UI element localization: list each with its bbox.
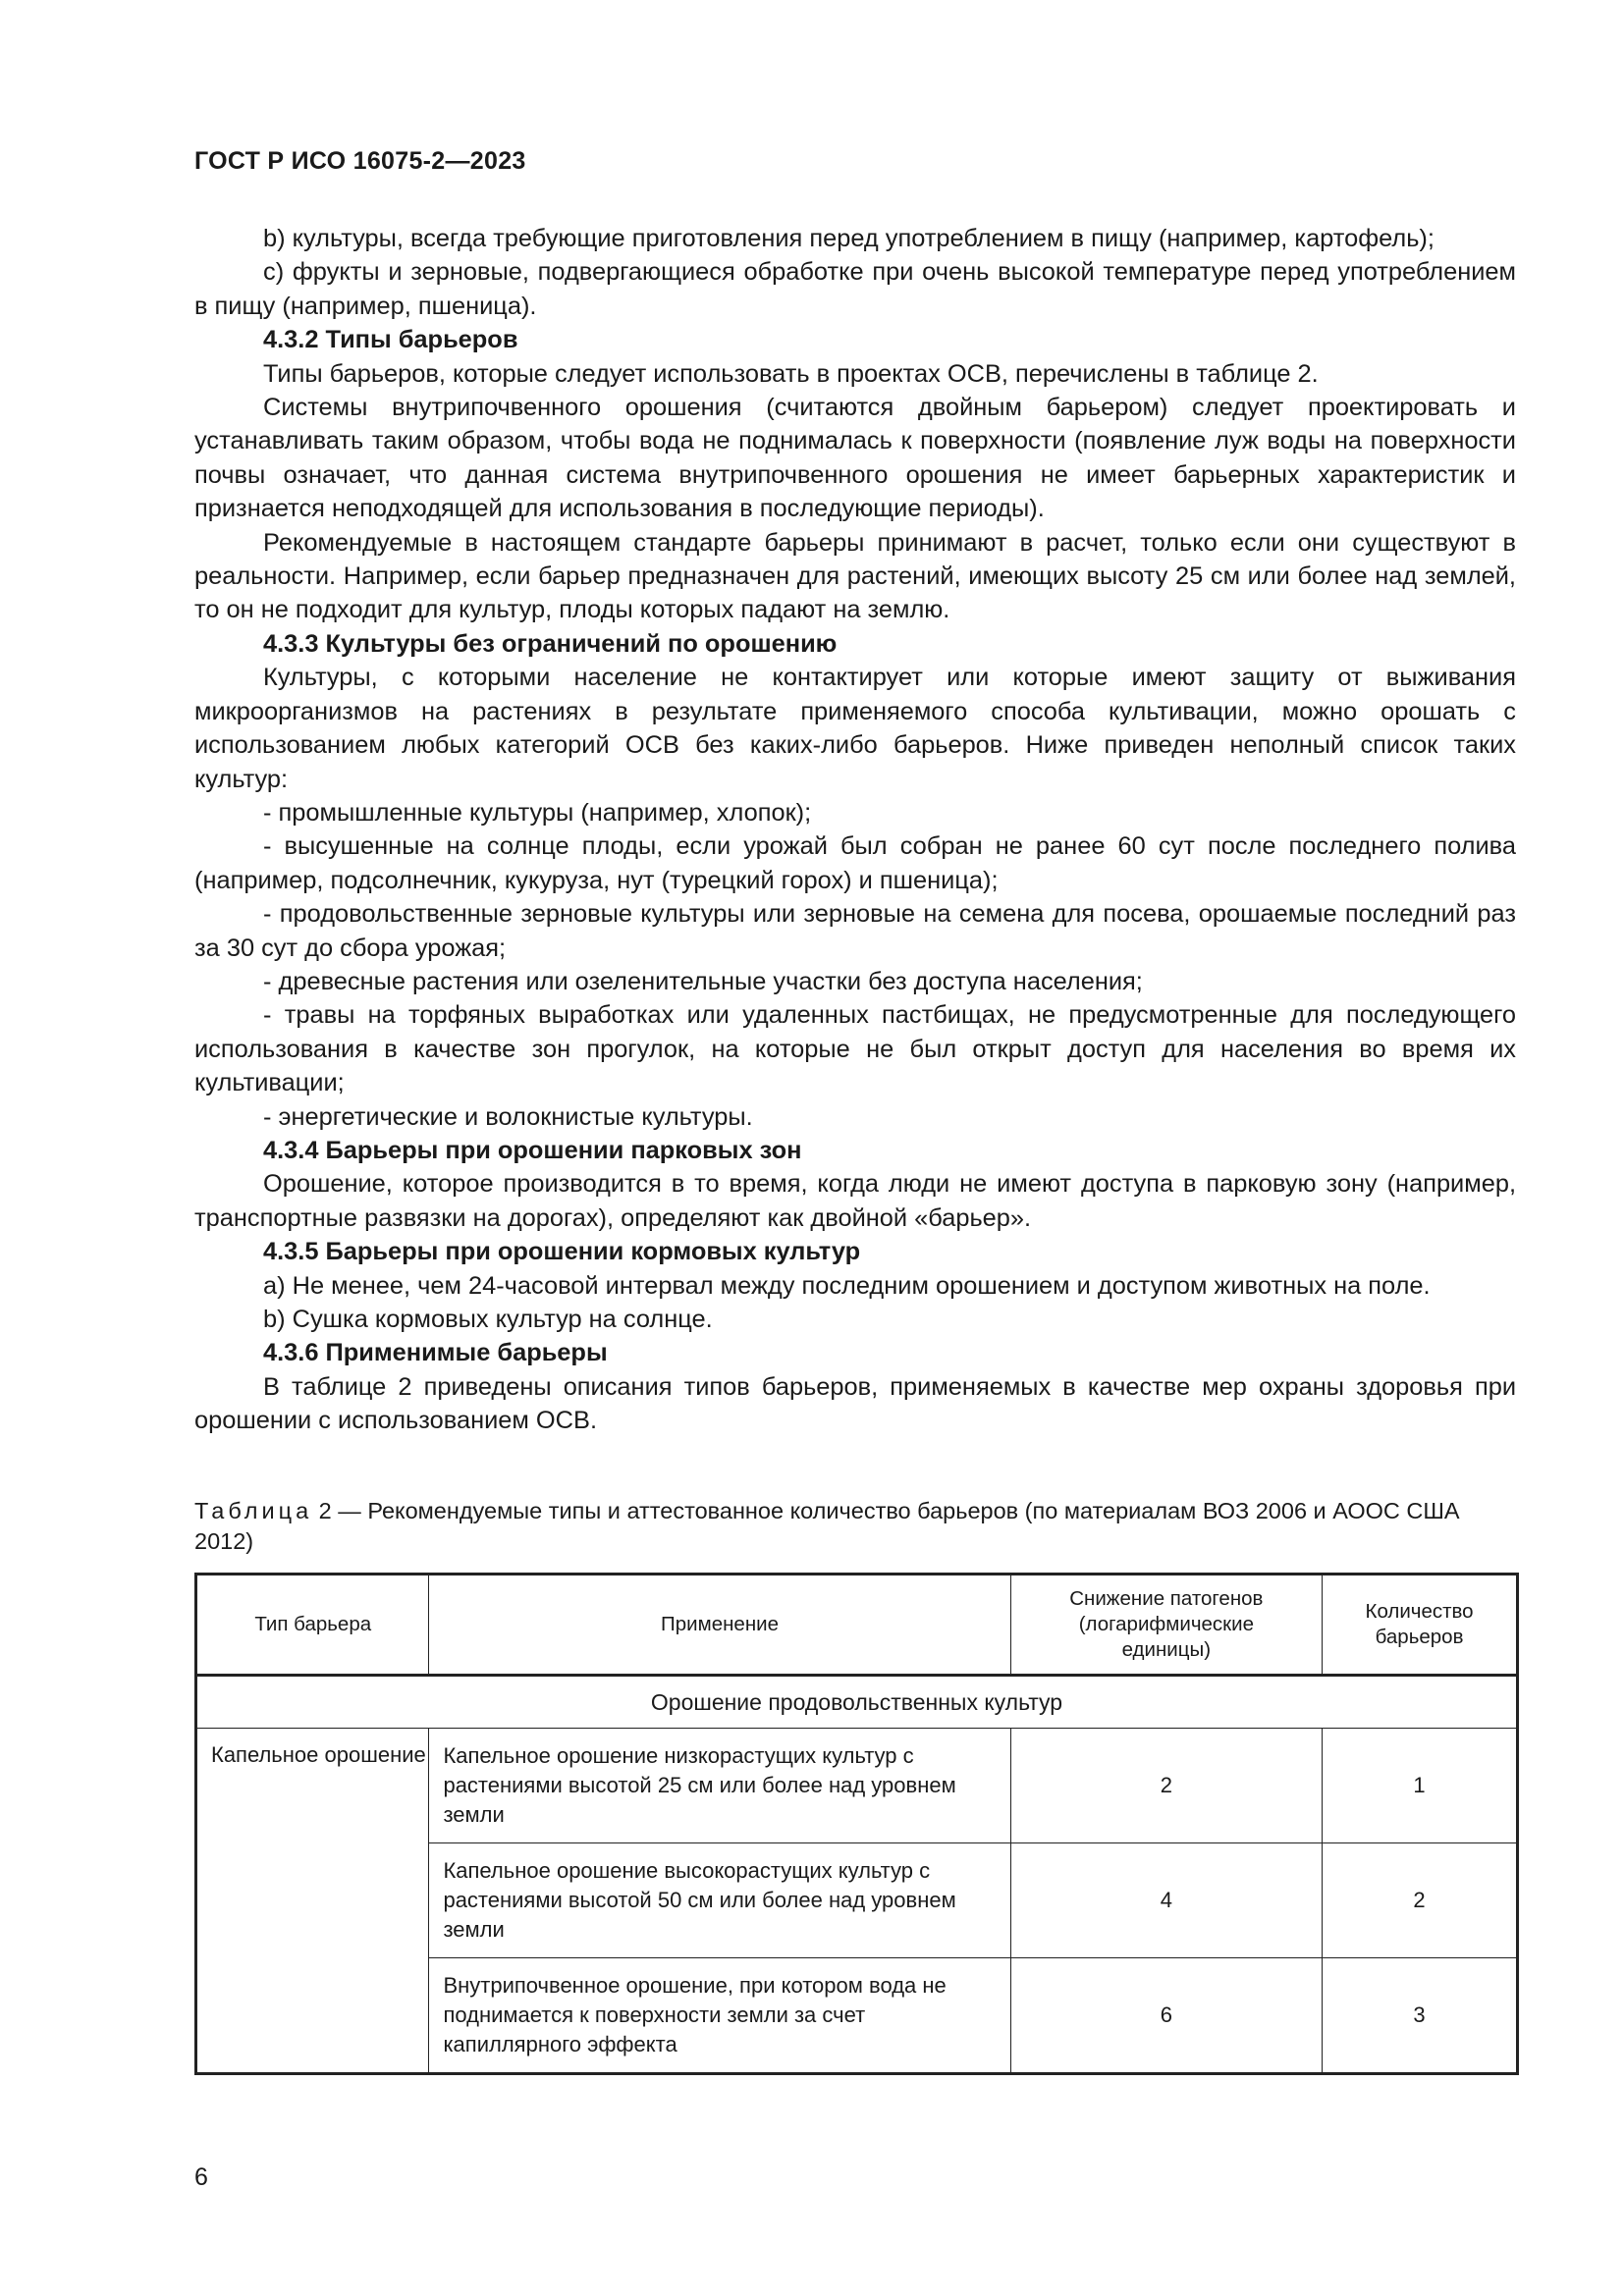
body-text	[194, 222, 1516, 1438]
list-item: - высушенные на солнце плоды, если урожай был собран не ранее 60 сут после последнего полива (например, подсолнечник, кукуруза, нут (турецкий горох) и пшеница);	[194, 832, 1516, 894]
list-item: - древесные растения или озеленительные участки без доступа населения;	[263, 967, 1143, 995]
application-cell: Внутрипочвенное орошение, при котором вода не поднимается к поверхности земли за счет капиллярного эффекта	[429, 1958, 1010, 2074]
section-heading: 4.3.4 Барьеры при орошении парковых зон	[263, 1136, 802, 1164]
page-number: 6	[194, 2163, 208, 2191]
column-header: Снижение патогенов (логарифмические единицы)	[1010, 1575, 1323, 1676]
table-row	[196, 1729, 1518, 1843]
paragraph: Культуры, с которыми население не контактирует или которые имеют защиту от выживания микроорганизмов на растениях в результате применяемого способа культивации, можно орошать с использованием любых категорий ОСВ без каких-либо барьеров. Ниже приведен неполный список таких культур:	[194, 664, 1516, 793]
count-cell: 3	[1323, 1958, 1518, 2074]
paragraph: Типы барьеров, которые следует использовать в проектах ОСВ, перечислены в таблице 2.	[263, 359, 1319, 388]
table-caption-text: 2 — Рекомендуемые типы и аттестованное количество барьеров (по материалам ВОЗ 2006 и АООС США 2012)	[194, 1498, 1460, 1554]
paragraph: Рекомендуемые в настоящем стандарте барьеры принимают в расчет, только если они существуют в реальности. Например, если барьер предназначен для растений, имеющих высоту 25 см или более над землей, то он не подходит для культур, плоды которых падают на землю.	[194, 528, 1516, 624]
table-caption	[194, 1496, 1520, 1557]
table-caption-label: Таблица	[194, 1498, 313, 1523]
table-header-row	[196, 1575, 1518, 1676]
paragraph: a) Не менее, чем 24-часовой интервал между последним орошением и доступом животных на поле.	[263, 1271, 1431, 1300]
table-section-label: Орошение продовольственных культур	[196, 1676, 1518, 1729]
reduction-cell: 2	[1010, 1729, 1323, 1843]
list-item: - энергетические и волокнистые культуры.	[263, 1102, 753, 1131]
paragraph: В таблице 2 приведены описания типов барьеров, применяемых в качестве мер охраны здоровья при орошении с использованием ОСВ.	[194, 1372, 1516, 1435]
list-item: - продовольственные зерновые культуры или зерновые на семена для посева, орошаемые последний раз за 30 сут до сбора урожая;	[194, 900, 1516, 962]
count-cell: 2	[1323, 1843, 1518, 1958]
paragraph: b) Сушка кормовых культур на солнце.	[263, 1306, 713, 1333]
column-header: Применение	[429, 1575, 1010, 1676]
column-header: Тип барьера	[196, 1575, 429, 1676]
paragraph: b) культуры, всегда требующие приготовления перед употреблением в пищу (например, картофель);	[263, 225, 1435, 252]
section-heading: 4.3.3 Культуры без ограничений по орошению	[263, 629, 838, 658]
application-cell: Капельное орошение низкорастущих культур с растениями высотой 25 см или более над уровнем земли	[429, 1729, 1010, 1843]
section-heading: 4.3.5 Барьеры при орошении кормовых культур	[263, 1238, 861, 1266]
table-section-row	[196, 1676, 1518, 1729]
column-header: Количество барьеров	[1323, 1575, 1518, 1676]
section-heading: 4.3.2 Типы барьеров	[263, 326, 518, 354]
list-item: - промышленные культуры (например, хлопок);	[263, 798, 812, 827]
barrier-table	[194, 1573, 1519, 2075]
application-cell: Капельное орошение высокорастущих культур с растениями высотой 50 см или более над уровнем земли	[429, 1843, 1010, 1958]
barrier-type-cell: Капельное орошение	[196, 1729, 429, 2074]
section-heading: 4.3.6 Применимые барьеры	[263, 1339, 608, 1367]
paragraph: Системы внутрипочвенного орошения (считаются двойным барьером) следует проектировать и устанавливать таким образом, чтобы вода не поднималась к поверхности (появление луж воды на поверхности почвы означает, что данная система внутрипочвенного орошения не имеет барьерных характеристик и признается неподходящей для использования в последующие периоды).	[194, 394, 1516, 523]
paragraph: Орошение, которое производится в то время, когда люди не имеют доступа в парковую зону (например, транспортные развязки на дорогах), определяют как двойной «барьер».	[194, 1170, 1516, 1232]
document-header: ГОСТ Р ИСО 16075-2—2023	[194, 147, 526, 175]
reduction-cell: 6	[1010, 1958, 1323, 2074]
paragraph: c) фрукты и зерновые, подвергающиеся обработке при очень высокой температуре перед употреблением в пищу (например, пшеница).	[194, 258, 1516, 320]
count-cell: 1	[1323, 1729, 1518, 1843]
list-item: - травы на торфяных выработках или удаленных пастбищах, не предусмотренные для последующего использования в качестве зон прогулок, на которые не был открыт доступ для населения во время их культивации;	[194, 1001, 1516, 1097]
reduction-cell: 4	[1010, 1843, 1323, 1958]
